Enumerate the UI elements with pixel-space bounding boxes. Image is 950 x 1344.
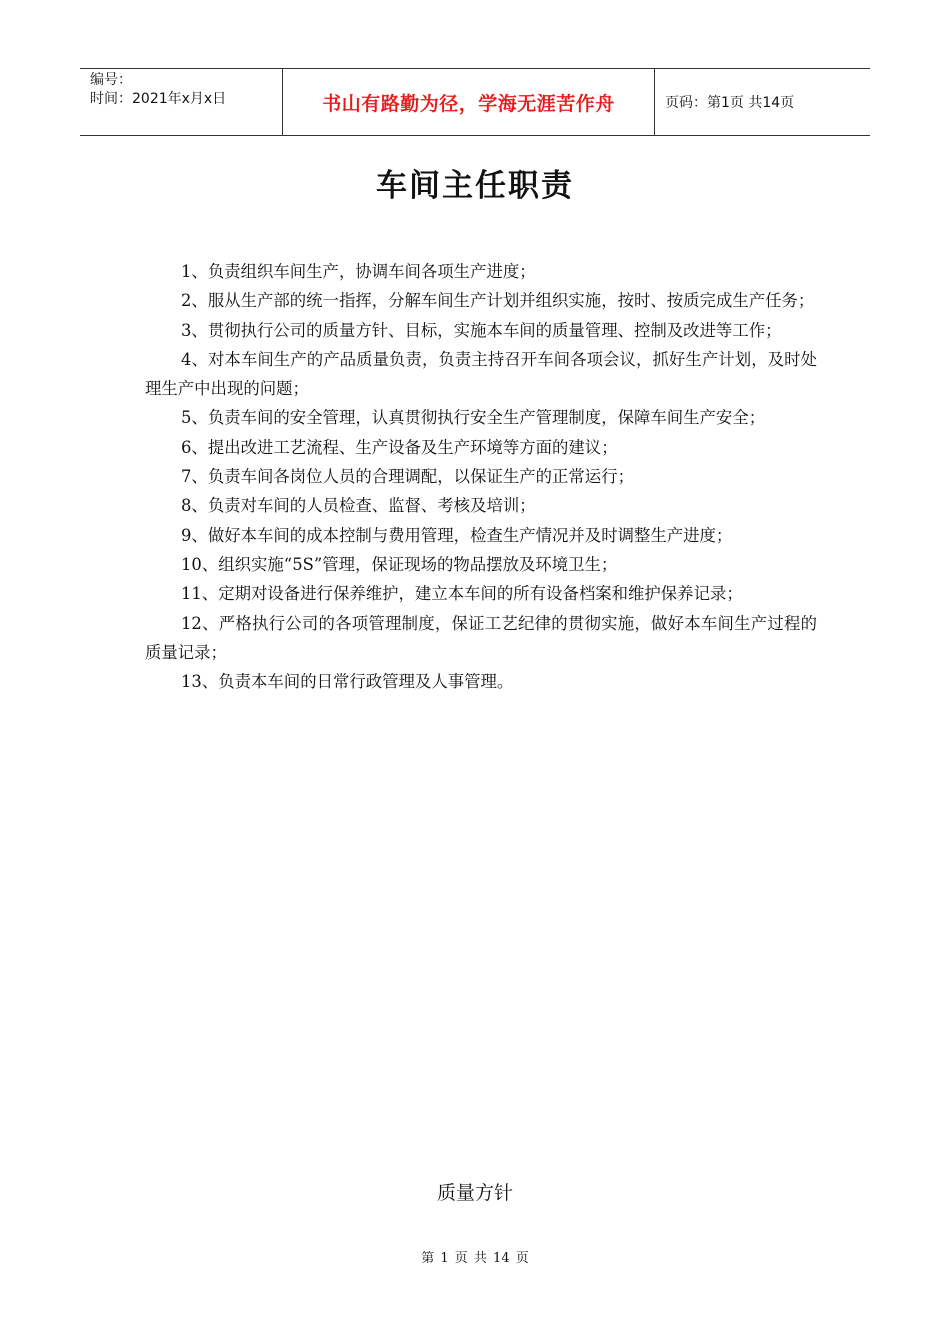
document-number-label: 编号： — [90, 72, 132, 88]
duty-item: 6、提出改进工艺流程、生产设备及生产环境等方面的建议； — [181, 437, 618, 457]
duty-item: 4、对本车间生产的产品质量负责，负责主持召开车间各项会议，抓好生产计划，及时处理生产中出现的问题； — [145, 349, 817, 399]
duty-item: 3、贯彻执行公司的质量方针、目标，实施本车间的质量管理、控制及改进等工作； — [181, 320, 782, 340]
duty-item: 8、负责对车间的人员检查、监督、考核及培训； — [181, 496, 536, 516]
duty-item: 9、做好本车间的成本控制与费用管理，检查生产情况并及时调整生产进度； — [181, 525, 733, 545]
section-heading: 质量方针 — [436, 1182, 513, 1204]
duty-item: 11、定期对设备进行保养维护，建立本车间的所有设备档案和维护保养记录； — [181, 584, 743, 604]
duty-item: 12、严格执行公司的各项管理制度，保证工艺纪律的贯彻实施，做好本车间生产过程的质量记录； — [145, 613, 817, 662]
header-meta — [80, 69, 282, 135]
duty-item: 5、负责车间的安全管理，认真贯彻执行安全生产管理制度，保障车间生产安全； — [181, 408, 766, 428]
page-footer: 第 1 页 共 14 页 — [421, 1251, 529, 1266]
duty-item: 7、负责车间各岗位人员的合理调配，以保证生产的正常运行； — [181, 467, 634, 487]
document-date: 时间：2021年x月x日 — [90, 91, 227, 107]
duty-item: 13、负责本车间的日常行政管理及人事管理。 — [181, 672, 514, 692]
duties-list — [145, 257, 817, 696]
document-title: 车间主任职责 — [376, 168, 574, 204]
duty-item: 2、服从生产部的统一指挥，分解车间生产计划并组织实施，按时、按质完成生产任务； — [181, 291, 815, 311]
page-header — [80, 68, 870, 136]
duty-item: 1、负责组织车间生产，协调车间各项生产进度； — [181, 262, 536, 281]
header-page-info: 页码：第1页 共14页 — [665, 95, 795, 111]
header-motto: 书山有路勤为径，学海无涯苦作舟 — [282, 69, 655, 135]
duty-item: 10、组织实施“5S”管理，保证现场的物品摆放及环境卫生； — [181, 554, 618, 574]
